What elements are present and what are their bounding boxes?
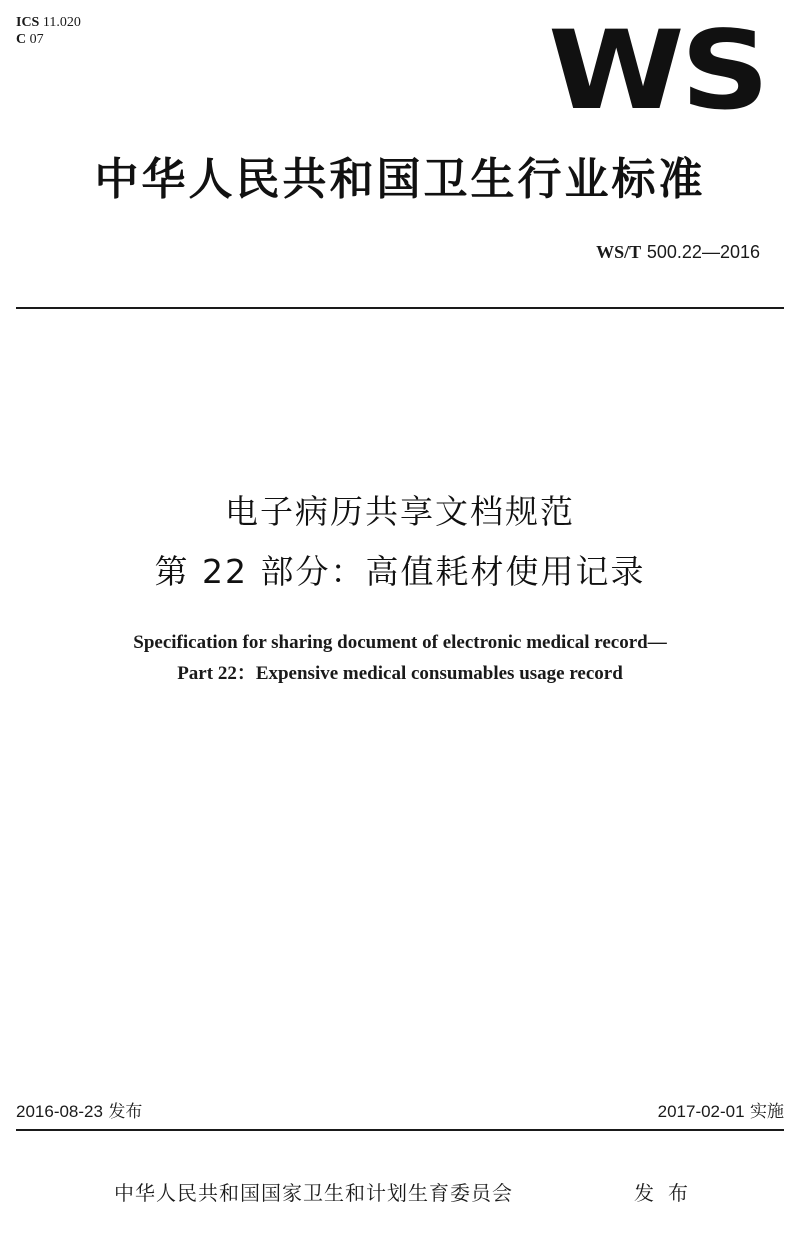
standard-category-title: 中华人民共和国卫生行业标准 <box>94 154 706 205</box>
standard-number-prefix: WS/T <box>596 242 642 262</box>
issue-date <box>16 1101 142 1123</box>
publisher-name: 中华人民共和国国家卫生和计划生育委员会 <box>114 1181 513 1205</box>
ics-label: ICS <box>16 15 40 30</box>
implementation-date-label: 实施 <box>750 1102 784 1122</box>
ics-line <box>16 14 81 31</box>
ccs-code: 07 <box>29 32 44 47</box>
implementation-date <box>658 1101 784 1123</box>
chinese-title-line-2: 第 22 部分：高值耗材使用记录 <box>154 552 646 591</box>
english-title-line-1: Specification for sharing document of electronic medical record— <box>133 632 667 653</box>
standard-number-value: 500.22—2016 <box>646 242 760 262</box>
issue-date-label: 发布 <box>108 1102 143 1122</box>
chinese-title-line-1: 电子病历共享文档规范 <box>225 492 575 531</box>
ics-code: 11.020 <box>42 15 81 30</box>
implementation-date-value: 2017-02-01 <box>657 1102 745 1121</box>
standard-number <box>596 241 760 264</box>
english-title-line-2: Part 22：Expensive medical consumables usage record <box>177 663 623 684</box>
bottom-divider <box>16 1129 784 1131</box>
ics-classification <box>16 14 81 48</box>
ccs-line <box>16 31 81 48</box>
top-divider <box>16 307 784 309</box>
publish-label: 发布 <box>634 1181 702 1205</box>
ws-logo: WS <box>548 6 766 134</box>
ccs-label: C <box>16 32 27 47</box>
issue-date-value: 2016-08-23 <box>16 1102 103 1121</box>
